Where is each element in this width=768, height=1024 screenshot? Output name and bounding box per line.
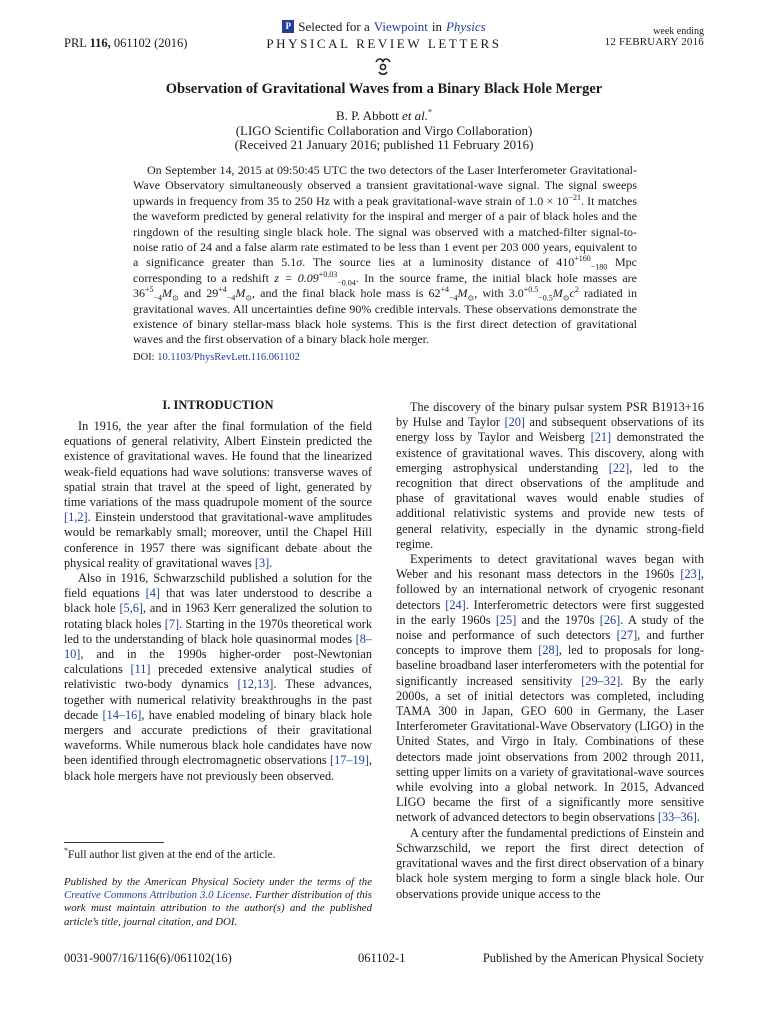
left-paragraph-1 [64,419,372,571]
license-post: . Further distribution of this work must maintain attribution to the author(s) and the published article’s title, journal citation, and DOI. [64,889,372,928]
abstract-text: On September 14, 2015 at 09:50:45 UTC the two detectors of the Laser Interferometer Gravitational-Wave Observatory simultaneously observed a transient gravitational-wave signal. The signal sweeps upwards in frequency from 35 to 250 Hz with a peak gravitational-wave strain of $1.0 \times 10^{-21}$. It matches the waveform predicted by general relativity for the inspiral and merger of a pair of black holes and the ringdown of the resulting single black hole. The signal was observed with a matched-filter signal-to-noise ratio of 24 and a false alarm rate estimated to be less than 1 event per 203 000 years, equivalent to a significance greater than 5.1σ. The source lies at a luminosity distance of $410^{+160}_{-180}$ Mpc corresponding to a redshift $z = 0.09^{+0.03}_{-0.04}$. In the source frame, the initial black hole masses are $36^{+5}_{-4}M_⊙$ and $29^{+4}_{-4}M_⊙$, and the final black hole mass is $62^{+4}_{-4}M_⊙$, with $3.0^{+0.5}_{-0.5}M_⊙c^2$ radiated in gravitational waves. All uncertainties define 90% credible intervals. These observations demonstrate the existence of binary stellar-mass black hole systems. This is the first direct detection of gravitational waves and the first observation of a binary black hole merger. [133,163,638,347]
license-pre: Published by the American Physical Society under the terms of the [64,876,372,888]
body-text: , led to proposals for long-baseline broadband laser interferometers with the potential for significantly increased sensitivity [396,643,704,688]
citation-link[interactable]: [27] [616,628,638,643]
citation-link[interactable]: [14–16] [102,707,142,722]
body-text: that was later understood to describe a black hole [64,586,373,616]
author-block [64,109,704,153]
journal-header [64,16,704,56]
citation-link[interactable]: [28] [538,643,559,658]
doi [133,352,300,363]
right-column [396,400,704,902]
article-title: Observation of Gravitational Waves from a Binary Black Hole Merger [165,81,603,97]
footnote-mark: * [64,846,68,856]
date: 12 FEBRUARY 2016 [604,36,704,48]
abstract [133,163,637,348]
issn-code: 0031-9007/16/116(6)/061102(16) [64,951,232,965]
viewpoint-icon: P [282,20,294,33]
citation-link[interactable]: [5,6] [119,601,144,616]
citation-link[interactable]: [22] [608,460,630,475]
author-footnote-mark: * [428,107,433,117]
left-column [64,419,372,784]
citation-link[interactable]: [29–32] [581,673,621,688]
viewpoint-pre: Selected for a [298,18,370,34]
citation-link[interactable]: [20] [504,415,525,430]
footnote [64,846,276,861]
body-text: . Einstein understood that gravitational-wave amplitudes would be remarkably small; moreover, until the Chapel Hill conference in 1957 there was significant debate about the physical reality of gravitational waves [64,510,372,570]
body-text: . Starting in the 1970s theoretical work led to the understanding of black hole quasinormal modes [64,616,372,646]
section-heading: I. INTRODUCTION [162,398,274,412]
citation-link[interactable]: [26] [599,612,621,627]
right-paragraph-1 [396,400,704,552]
body-text: , led to the recognition that direct observations of the amplitude and phase of gravitational waves would enable studies of additional relativistic systems and provide new tests of general relativity, especially in the dynamic strong-field regime. [396,460,704,551]
citation-link[interactable]: [17–19] [329,753,369,768]
citation-link[interactable]: [25] [495,612,517,627]
issue-date [605,26,704,48]
citation-link[interactable]: [4] [145,586,160,601]
week-label: week ending [653,26,704,37]
et-al: et al. [402,108,429,123]
viewpoint-notice [282,19,485,35]
body-text: . These advances, together with numerical relativity breakthroughs in the past decade [64,677,373,722]
body-text: . [696,810,700,825]
citation-link[interactable]: [8–10] [64,631,372,662]
body-text: The discovery of the binary pulsar system PSR B1913+16 by Hulse and Taylor [396,400,704,430]
citation-link[interactable]: [7] [164,616,180,631]
footnote-rule [64,842,164,843]
citation-link[interactable]: [23] [680,567,701,582]
physics-link[interactable]: Physics [445,18,486,34]
page-number: 061102-1 [358,951,406,965]
body-text: A century after the fundamental predictions of Einstein and Schwarzschild, we report the first direct detection of gravitational waves and the first direct observation of a binary black hole system merging to form a single black hole. Our observations provide unique access to the [396,825,704,901]
body-text: , and in 1963 Kerr generalized the solution to rotating black holes [64,601,372,631]
collaboration: (LIGO Scientific Collaboration and Virgo Collaboration) [235,122,533,138]
body-text: and the 1970s [516,612,600,627]
citation-link[interactable]: [3] [254,555,270,570]
viewpoint-link[interactable]: Viewpoint [373,18,428,34]
body-text: . [269,555,273,570]
doi-link[interactable]: 10.1103/PhysRevLett.116.061102 [157,352,300,363]
citation-link[interactable]: [21] [590,430,612,445]
body-text: Also in 1916, Schwarzschild published a solution for the field equations [64,571,372,601]
viewpoint-in: in [431,18,442,34]
right-paragraph-3 [396,826,704,902]
body-text: , and further concepts to improve them [396,628,705,658]
license-link[interactable]: Creative Commons Attribution 3.0 License [64,889,250,902]
body-text: . By the early 2000s, a set of initial detectors was completed, including TAMA 300 in Japan, GEO 600 in Germany, the Laser Interferometer Gravitational-Wave Observatory (LIGO) in the United States, and Virgo in Italy. Combinations of these detectors made joint observations from 2002 through 2011, setting upper limits on a variety of gravitational-wave sources while evolving into a global network. In 2015, Advanced LIGO became the first of a significantly more sensitive network of advanced detectors to begin observations [396,673,704,825]
body-text: , followed by an international network of cryogenic resonant detectors [396,567,704,612]
body-text: demonstrated the existence of gravitational waves. This discovery, along with emerging astrophysical understanding [396,430,704,475]
citation-volume: 116, [89,36,111,50]
author-names: B. P. Abbott [335,108,399,123]
body-text: , black hole mergers have not previously been observed. [64,753,372,783]
citation-link[interactable]: [24] [445,597,466,612]
body-text: preceded extensive analytical studies of relativistic two-body dynamics [64,662,372,692]
body-text: , have enabled modeling of binary black hole mergers and accurate predictions of their gravitational waveforms. While numerous black hole candidates have now been identified through electromagnetic observations [64,707,373,768]
received-dates: (Received 21 January 2016; published 11 February 2016) [234,137,534,152]
body-text: . Interferometric detectors were first suggested in the early 1960s [396,597,704,627]
publisher: Published by the American Physical Society [482,951,704,965]
citation-link[interactable]: [33–36] [657,810,697,825]
right-paragraph-2 [396,552,704,826]
body-text: , and in the 1990s higher-order post-Newtonian calculations [64,647,372,677]
body-text: Experiments to detect gravitational waves began with Weber and his resonant mass detectors in the 1960s [396,552,704,582]
body-text: In 1916, the year after the final formulation of the field equations of general relativity, Albert Einstein predicted the existence of gravitational waves. He found that the linearized weak-field equations had wave solutions: transverse waves of spatial strain that travel at the speed of light, generated by time variations of the mass quadrupole moment of the source [64,419,372,510]
citation-link[interactable]: [12,13] [237,677,274,692]
left-paragraph-2 [64,571,372,784]
journal-name: PHYSICAL REVIEW LETTERS [266,35,502,51]
author-line [64,109,704,124]
citation-link[interactable]: [1,2] [64,510,88,525]
citation-prefix: PRL [64,36,87,50]
editors-suggestion-icon [372,56,394,76]
license-notice [64,876,372,929]
citation-article-number: 061102 (2016) [113,36,188,50]
citation-link[interactable]: [11] [130,662,151,677]
doi-label: DOI: [133,352,155,363]
body-text: . A study of the noise and performance of such detectors [396,612,705,643]
footnote-text: Full author list given at the end of the article. [68,849,276,861]
body-text: and subsequent observations of its energy loss by Taylor and Weisberg [396,415,704,445]
